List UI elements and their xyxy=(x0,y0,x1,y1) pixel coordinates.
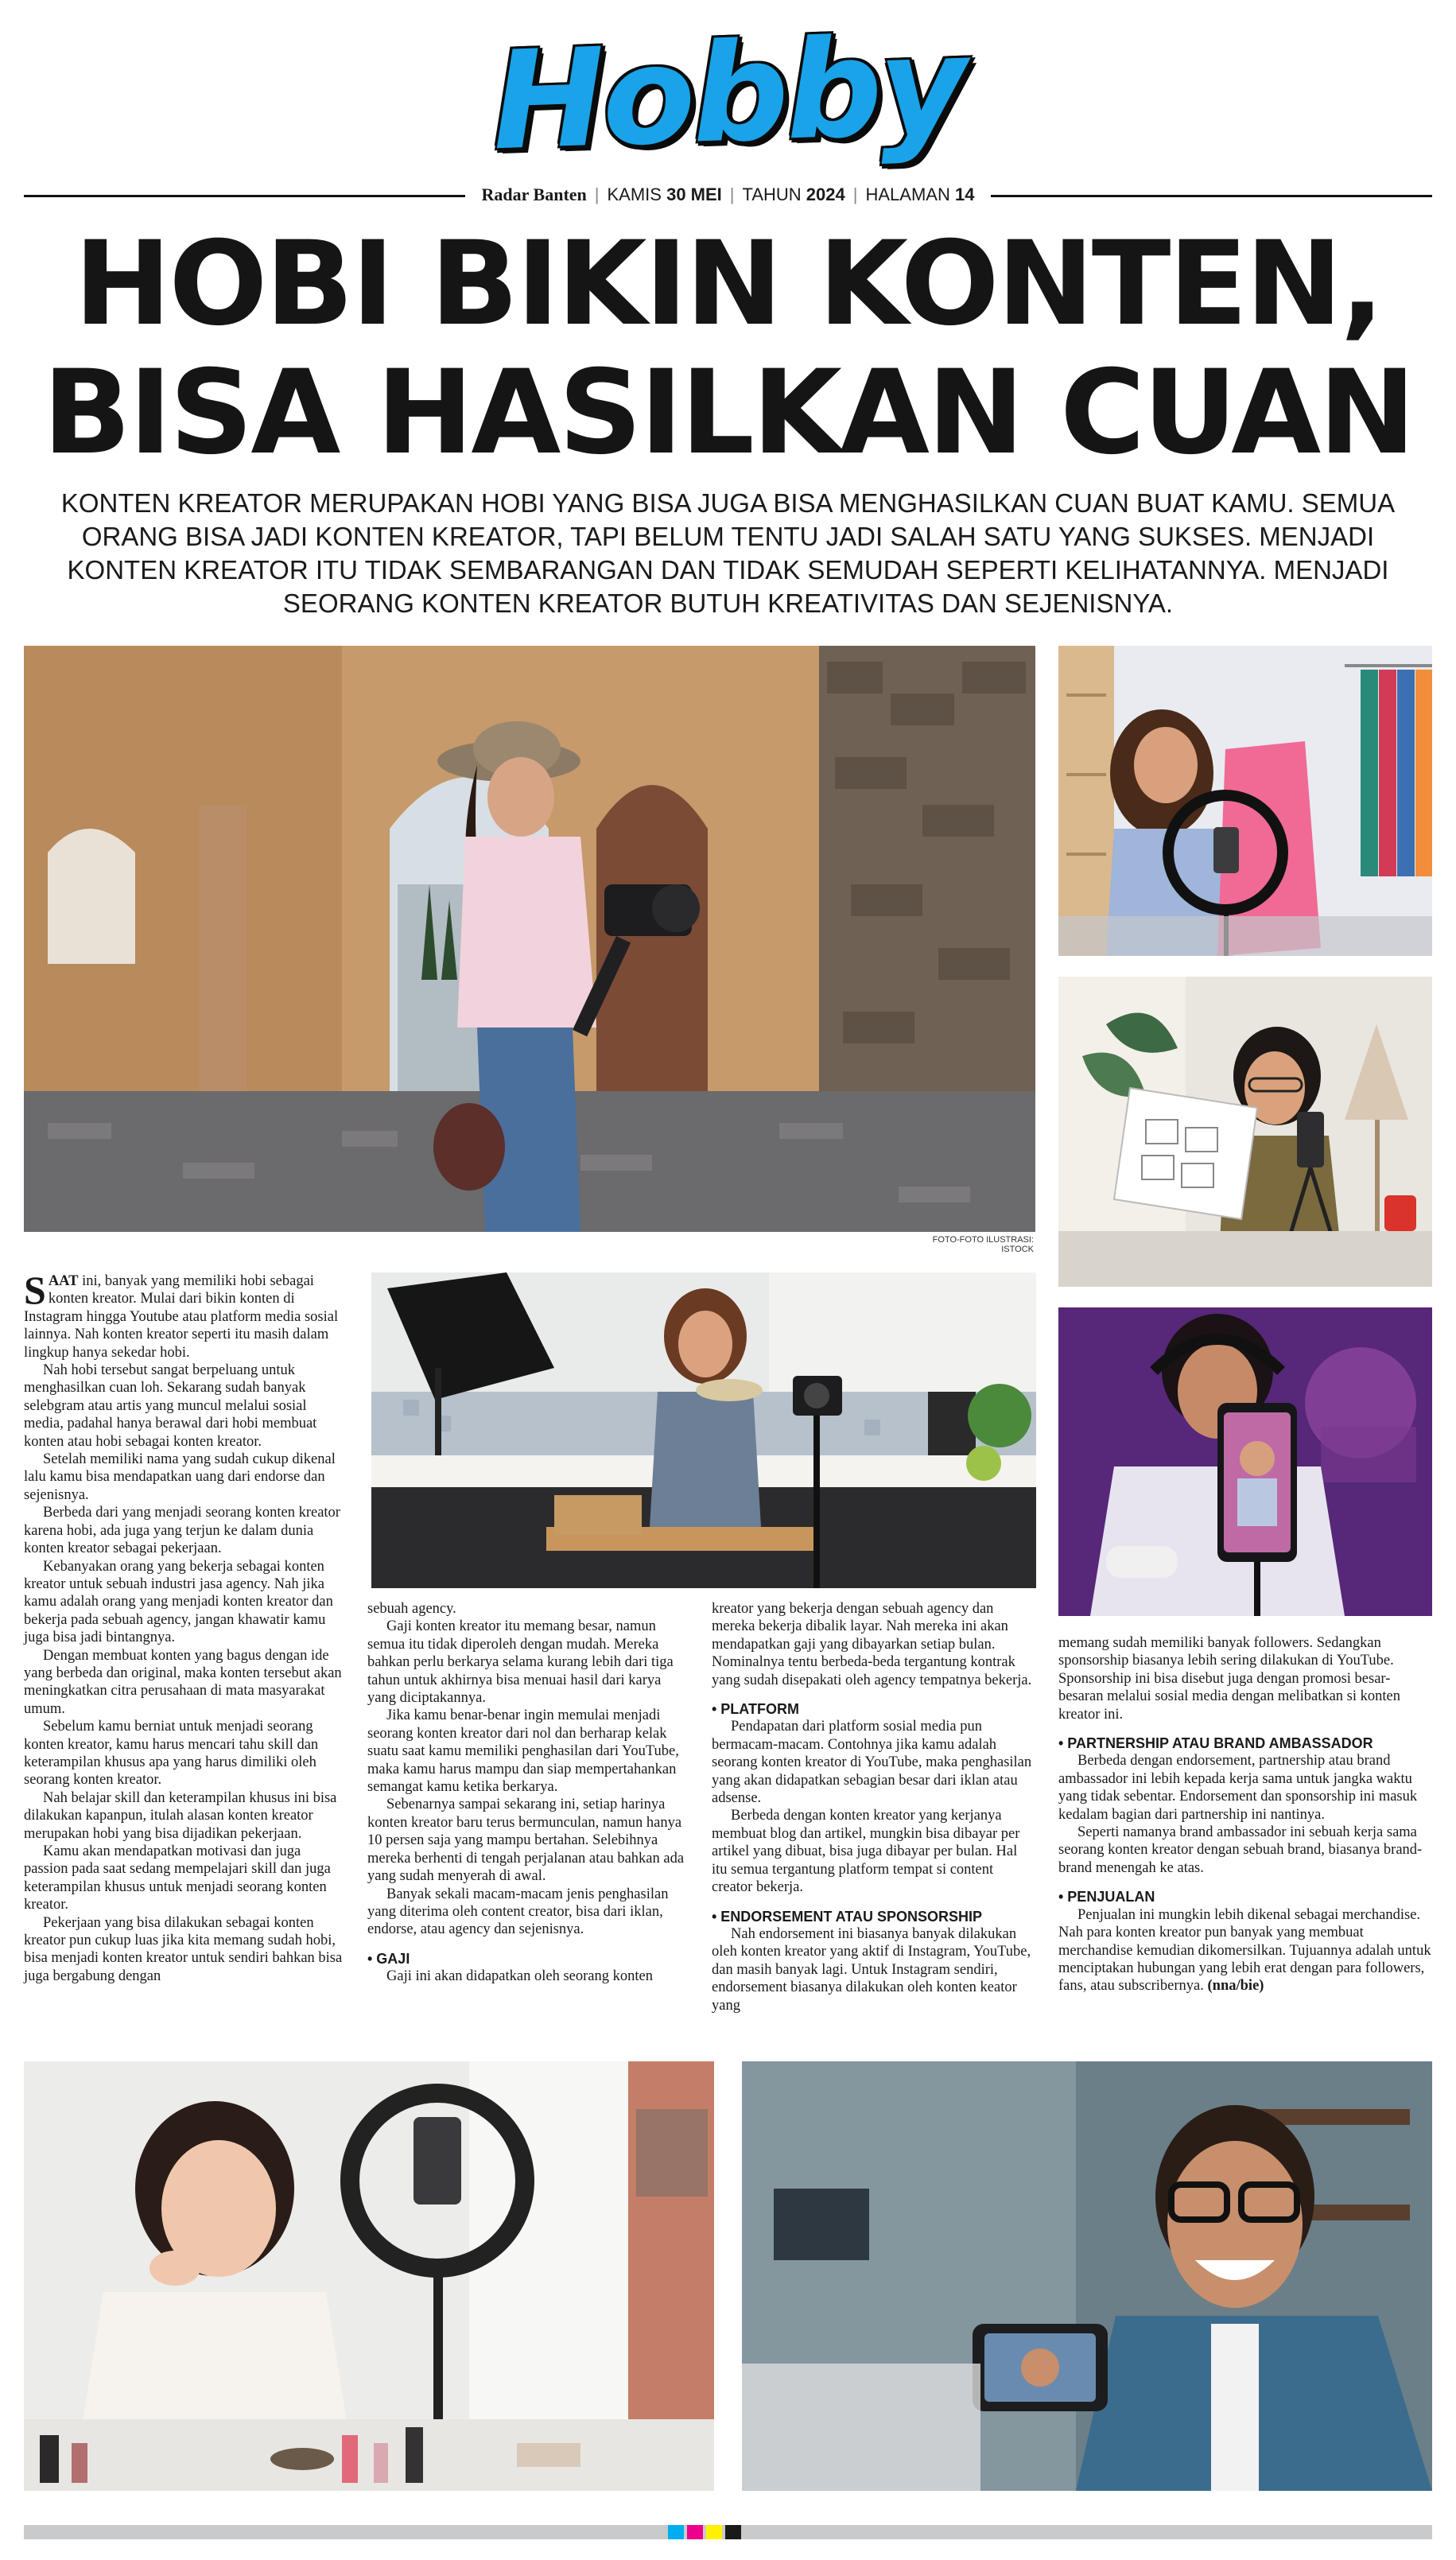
photo-fashion-creator xyxy=(1058,646,1432,956)
column-4-paragraph-4: Penjualan ini mungkin lebih dikenal sebagai merchandise. Nah para konten kreator pun banyak yang membuat merchandise kemudian dikomersilkan. Tujuannya adalah untuk menciptakan hubungan yang lebih erat dengan para followers, fans, atau subscribernya. (nna/bie) xyxy=(1058,1906,1431,1995)
swatch-black xyxy=(725,2525,741,2539)
column-1-paragraph-2: Nah hobi tersebut sangat berpeluang untuk menghasilkan cuan loh. Sekarang sudah banyak selebgram atau artis yang muncul melalui sosial media, padahal hanya berawal dari hobi membuat konten atau hobi sebagai konten kreator. xyxy=(24,1362,317,1450)
photo-gaming-creator xyxy=(1058,1307,1432,1616)
article-column-2 xyxy=(367,1600,689,1986)
column-2-paragraph-5: Banyak sekali macam-macam jenis penghasilan yang diterima oleh content creator, bisa dari iklan, endorse, atau agency dan sejenisnya. xyxy=(367,1886,669,1938)
column-4-paragraph-2: Berbeda dengan endorsement, partnership atau brand ambassador ini lebih kepada kerja sama untuk jangka waktu yang tidak sebentar. Endorsement dan sponsorship ini masuk kedalam bagian dari partnership ini nantinya. xyxy=(1058,1753,1418,1823)
column-4-paragraph-1: memang sudah memiliki banyak followers. Sedangkan sponsorship biasanya lebih sering dilakukan di YouTube. Sponsorship ini bisa disebut juga dengan promosi besar-besaran melalui sosial media dengan melibatkan si konten kreator ini. xyxy=(1058,1635,1400,1723)
column-2-paragraph-3: Jika kamu benar-benar ingin memulai menjadi seorang konten kreator dari nol dan berharap kelak suatu saat kamu memiliki penghasilan dari YouTube, maka kamu harus mampu dan siap mempertahankan semangat kamu ketika berkarya. xyxy=(367,1707,679,1796)
column-2-paragraph-2: Gaji konten kreator itu memang besar, namun semua itu tidak diperoleh dengan mudah. Mereka bahkan perlu berkarya selama kurang lebih dari tiga tahun untuk akhirnya bisa menuai hasil dari karya yang diciptakannya. xyxy=(367,1618,674,1707)
column-2-paragraph-6: Gaji ini akan didapatkan oleh seorang konten xyxy=(386,1968,653,1985)
headline-line-2: BISA HASILKAN CUAN xyxy=(42,345,1414,480)
drop-cap: S xyxy=(24,1268,46,1312)
article-deck: KONTEN KREATOR MERUPAKAN HOBI YANG BISA JUGA BISA MENGHASILKAN CUAN BUAT KAMU. SEMUA ORANG BISA JADI KONTEN KREATOR, TAPI BELUM TENTU JADI SALAH SATU YANG SUKSES. MENJADI KONTEN KREATOR ITU TIDAK SEMBARANGAN DAN TIDAK SEMUDAH SEPERTI KELIHATANNYA. MENJADI SEORANG KONTEN KREATOR BUTUH KREATIVITAS DAN SEJENISNYA. xyxy=(60,488,1396,618)
column-1-paragraph-7: Sebelum kamu berniat untuk menjadi seorang konten kreator, kamu harus mencari tahu skill dan keterampilan khusus apa yang harus dimiliki oleh seorang konten kreator. xyxy=(24,1719,319,1789)
year-label: TAHUN xyxy=(742,185,802,204)
column-1-paragraph-10: Pekerjaan yang bisa dilakukan sebagai konten kreator pun cukup luas jika kita memang sudah hobi, bisa menjadi konten kreator untuk sendiri bahkan bisa juga bergabung dengan xyxy=(24,1914,343,1984)
hobby-logo: Hobby xyxy=(489,6,967,181)
issue-year: 2024 xyxy=(806,185,845,204)
swatch-magenta xyxy=(687,2525,703,2539)
print-color-swatches xyxy=(668,2525,744,2539)
photo-vlogger-man xyxy=(742,2061,1432,2491)
photo-beauty-creator xyxy=(24,2061,714,2491)
subheading-platform: • PLATFORM xyxy=(712,1701,799,1718)
issue-day: KAMIS xyxy=(607,185,662,204)
divider-left xyxy=(24,195,465,197)
column-2-paragraph-4: Sebenarnya sampai sekarang ini, setiap harinya konten kreator baru terus bermunculan, namun hanya 10 persen saja yang mampu bertahan. Selebihnya mereka berhenti di tengah perjalanan atau bahkan ada yang sudah menyerah di awal. xyxy=(367,1797,685,1885)
swatch-cyan xyxy=(668,2525,684,2539)
article-column-4 xyxy=(1058,1634,1432,1995)
column-4-paragraph-3: Seperti namanya brand ambassador ini sebuah kerja sama seorang konten kreator dengan sebuah brand, biasanya brand-brand menengah ke atas. xyxy=(1058,1824,1423,1876)
page-label: HALAMAN xyxy=(865,185,950,204)
headline-line-1: HOBI BIKIN KONTEN, xyxy=(74,216,1382,352)
column-1-paragraph-8: Nah belajar skill dan keterampilan khusus ini bisa dilakukan kapanpun, itulah alasan konten kreator merupakan hobi yang bisa dijadikan pekerjaan. xyxy=(24,1789,337,1842)
publication-name: Radar Banten xyxy=(481,185,587,204)
photo-design-creator xyxy=(1058,977,1432,1287)
article-column-3 xyxy=(712,1600,1034,2014)
subheading-partnership: • PARTNERSHIP ATAU BRAND AMBASSADOR xyxy=(1058,1735,1373,1752)
column-3-paragraph-2: Pendapatan dari platform sosial media pun bermacam-macam. Contohnya jika kamu adalah seorang konten kreator di YouTube, maka penghasilan yang akan didapatkan sebagian besar dari iklan atau adsense. xyxy=(712,1719,1032,1807)
issue-meta: Radar Banten | KAMIS 30 MEI | TAHUN 2024 | HALAMAN 14 xyxy=(481,185,975,204)
subheading-penjualan: • PENJUALAN xyxy=(1058,1889,1155,1905)
column-2-paragraph-1: sebuah agency. xyxy=(367,1601,456,1617)
column-3-paragraph-4: Nah endorsement ini biasanya banyak dilakukan oleh konten kreator yang aktif di Instagram, YouTube, dan masih banyak lagi. Untuk Instagram sendiri, endorsement biasanya dilakukan oleh konten keator yang xyxy=(712,1925,1031,2014)
issue-info-bar xyxy=(24,185,1432,205)
column-1-paragraph-1: SAAT ini, banyak yang memiliki hobi sebagai konten kreator. Mulai dari bikin konten di Instagram hingga Youtube atau platform media sosial lainnya. Nah konten kreator seperti itu masih dalam lingkup hanya sekedar hobi. xyxy=(24,1268,339,1361)
divider-right xyxy=(991,195,1432,197)
photo-credit: FOTO-FOTO ILUSTRASI: ISTOCK xyxy=(932,1235,1034,1254)
subheading-endorsement: • ENDORSEMENT ATAU SPONSORSHIP xyxy=(712,1908,982,1925)
column-1-paragraph-9: Kamu akan mendapatkan motivasi dan juga passion pada saat sedang mempelajari skill dan juga keterampilan khusus untuk menjadi seorang konten kreator. xyxy=(24,1843,331,1913)
column-1-paragraph-3: Setelah memiliki nama yang sudah cukup dikenal lalu kamu bisa mendapatkan uang dari endorse dan sejenisnya. xyxy=(24,1451,336,1503)
article-headline xyxy=(24,216,1432,480)
photo-cooking-creator xyxy=(371,1272,1036,1588)
page-number: 14 xyxy=(954,185,975,204)
subheading-gaji: • GAJI xyxy=(367,1950,410,1967)
author-signoff: (nna/bie) xyxy=(1207,1978,1264,1995)
masthead xyxy=(0,6,1456,181)
swatch-yellow xyxy=(706,2525,722,2539)
column-1-paragraph-4: Berbeda dari yang menjadi seorang konten kreator karena hobi, ada juga yang terjun ke dalam dunia konten kreator sebagai pekerjaan. xyxy=(24,1505,340,1557)
column-1-paragraph-5: Kebanyakan orang yang bekerja sebagai konten kreator untuk sebuah industri jasa agency. Nah jika kamu adalah orang yang menjadi konten kreator dan bekerja pada sebuah agency, jangan khawatir kamu juga bisa jadi bintangnya. xyxy=(24,1558,333,1646)
issue-date: 30 MEI xyxy=(666,185,722,204)
column-3-paragraph-3: Berbeda dengan konten kreator yang kerjanya membuat blog dan artikel, mungkin bisa dibayar per artikel yang dibuat, bisa juga dibayar per bulan. Hal itu semua tergantung platform tempat si content creator bekerja. xyxy=(712,1808,1020,1896)
column-3-paragraph-1: kreator yang bekerja dengan sebuah agency dan mereka bekerja dibalik layar. Nah mereka ini akan mendapatkan gaji yang dibayarkan setiap bulan. Nominalnya tentu berbeda-beda tergantung kontrak yang sudah disepakati oleh agency tempatnya bekerja. xyxy=(712,1601,1032,1688)
column-1-paragraph-6: Dengan membuat konten yang bagus dengan ide yang berbeda dan original, maka konten tersebut akan meningkatkan citra perusahaan di mata masyarakat umum. xyxy=(24,1647,342,1717)
article-column-1 xyxy=(24,1268,346,1985)
photo-videographer xyxy=(24,646,1035,1232)
